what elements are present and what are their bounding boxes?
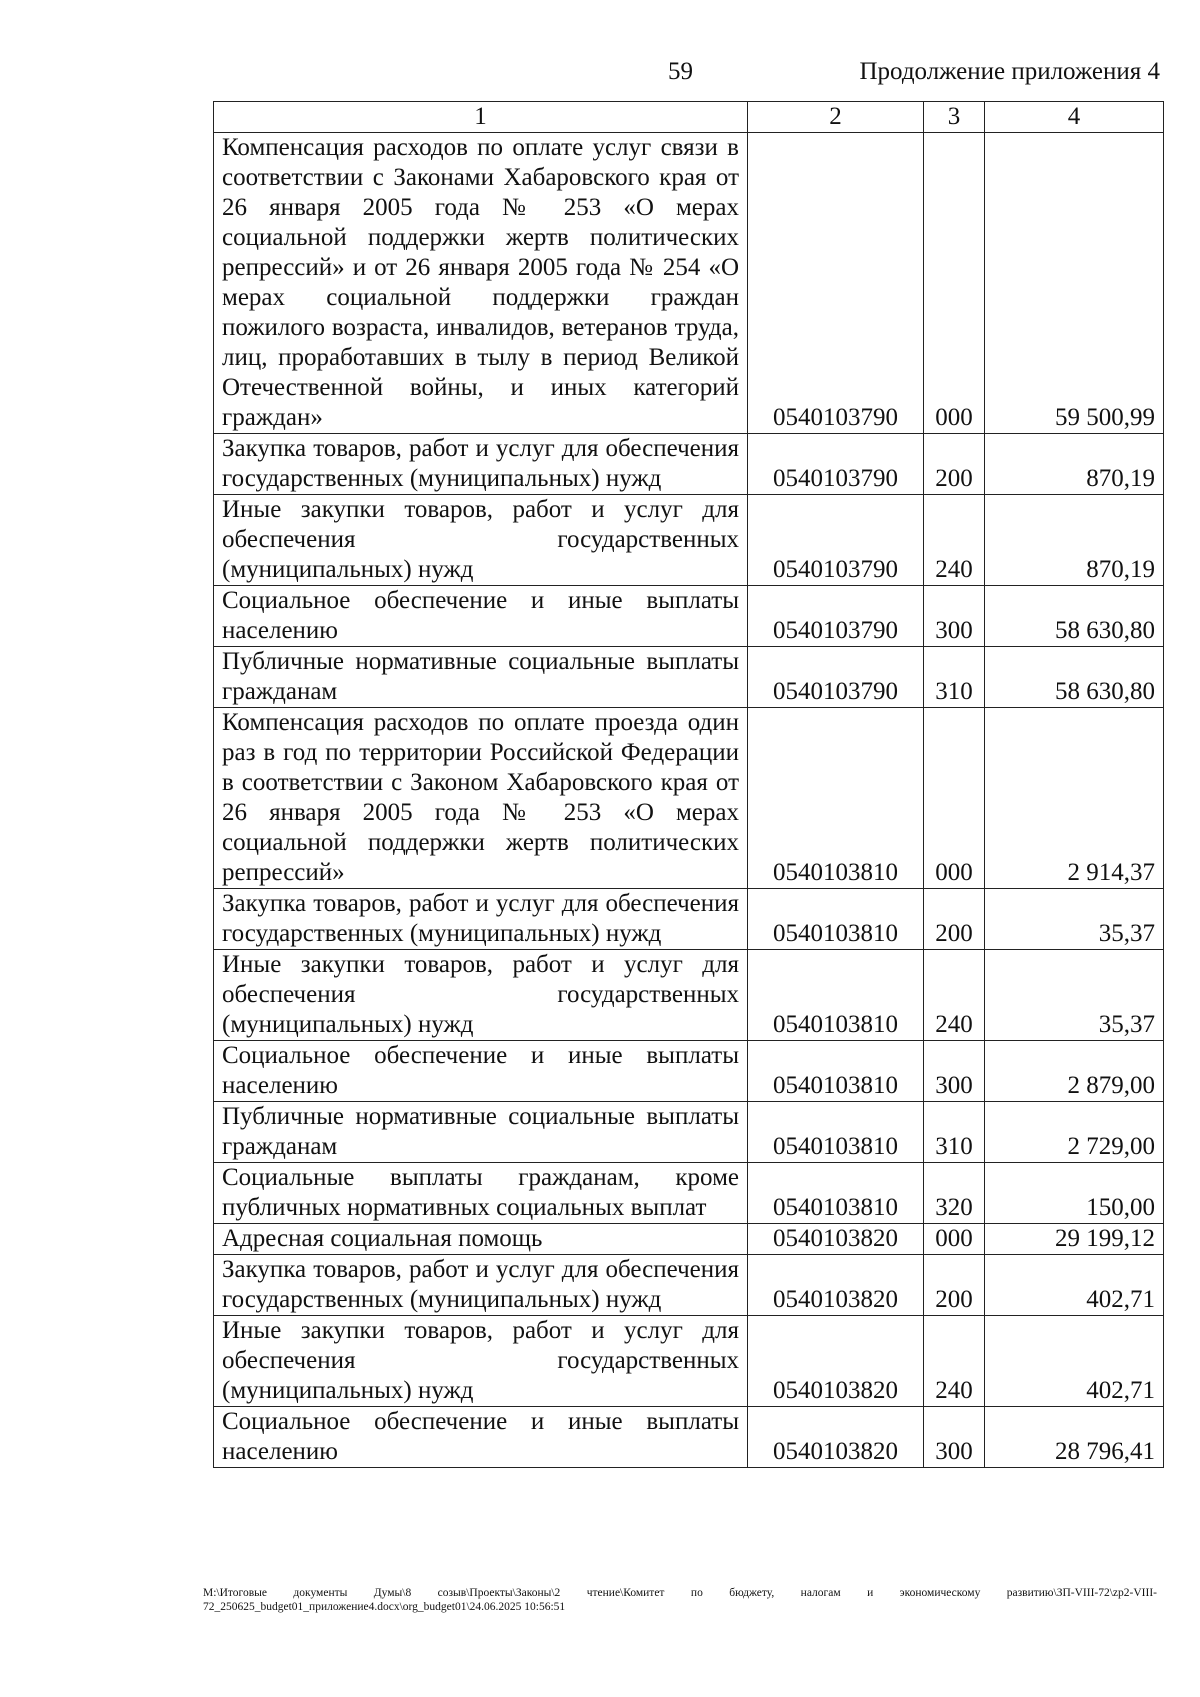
expense-type-cell: 200: [924, 434, 985, 495]
expense-name-cell: Компенсация расходов по оплате услуг связи в соответствии с Законами Хабаровского края от 26 января 2005 года № 253 «О мерах социальной поддержки жертв политических репрессий» и от 26 января 2005 года № 254 «О мерах социальной поддержки граждан пожилого возраста, инвалидов, ветеранов труда, лиц, проработавших в тылу в период Великой Отечественной войны, и иных категорий граждан»: [214, 133, 748, 434]
expense-type-cell: 310: [924, 1102, 985, 1163]
amount-cell: 29 199,12: [985, 1224, 1164, 1255]
expense-type-cell: 300: [924, 1407, 985, 1468]
table-row: [214, 950, 1164, 1041]
expense-type-cell: 300: [924, 586, 985, 647]
target-code-cell: 0540103790: [748, 647, 924, 708]
amount-cell: 870,19: [985, 434, 1164, 495]
expense-name-cell: Закупка товаров, работ и услуг для обеспечения государственных (муниципальных) нужд: [214, 434, 748, 495]
expense-type-cell: 200: [924, 1255, 985, 1316]
table-row: [214, 133, 1164, 434]
table-row: [214, 586, 1164, 647]
expense-name-cell: Компенсация расходов по оплате проезда один раз в год по территории Российской Федерации в соответствии с Законом Хабаровского края от 26 января 2005 года № 253 «О мерах социальной поддержки жертв политических репрессий»: [214, 708, 748, 889]
column-header-4: 4: [985, 102, 1164, 133]
expense-type-cell: 200: [924, 889, 985, 950]
amount-cell: 870,19: [985, 495, 1164, 586]
amount-cell: 2 914,37: [985, 708, 1164, 889]
target-code-cell: 0540103790: [748, 495, 924, 586]
expense-type-cell: 320: [924, 1163, 985, 1224]
target-code-cell: 0540103810: [748, 708, 924, 889]
expense-type-cell: 310: [924, 647, 985, 708]
target-code-cell: 0540103790: [748, 133, 924, 434]
amount-cell: 35,37: [985, 950, 1164, 1041]
amount-cell: 2 729,00: [985, 1102, 1164, 1163]
expense-name-cell: Закупка товаров, работ и услуг для обеспечения государственных (муниципальных) нужд: [214, 1255, 748, 1316]
expense-name-cell: Иные закупки товаров, работ и услуг для обеспечения государственных (муниципальных) нужд: [214, 495, 748, 586]
table-row: [214, 1102, 1164, 1163]
expense-name-cell: Иные закупки товаров, работ и услуг для обеспечения государственных (муниципальных) нужд: [214, 1316, 748, 1407]
expense-type-cell: 240: [924, 495, 985, 586]
amount-cell: 2 879,00: [985, 1041, 1164, 1102]
target-code-cell: 0540103820: [748, 1224, 924, 1255]
target-code-cell: 0540103820: [748, 1255, 924, 1316]
target-code-cell: 0540103810: [748, 950, 924, 1041]
amount-cell: 58 630,80: [985, 586, 1164, 647]
column-header-1: 1: [214, 102, 748, 133]
amount-cell: 150,00: [985, 1163, 1164, 1224]
table-row: [214, 1163, 1164, 1224]
expense-type-cell: 300: [924, 1041, 985, 1102]
expense-name-cell: Социальное обеспечение и иные выплаты населению: [214, 1407, 748, 1468]
amount-cell: 402,71: [985, 1255, 1164, 1316]
column-header-2: 2: [748, 102, 924, 133]
column-header-3: 3: [924, 102, 985, 133]
amount-cell: 402,71: [985, 1316, 1164, 1407]
table-row: [214, 889, 1164, 950]
expense-name-cell: Публичные нормативные социальные выплаты гражданам: [214, 1102, 748, 1163]
expense-type-cell: 240: [924, 1316, 985, 1407]
target-code-cell: 0540103810: [748, 1041, 924, 1102]
page-number: 59: [668, 58, 693, 85]
table-row: [214, 708, 1164, 889]
expense-type-cell: 240: [924, 950, 985, 1041]
appendix-continuation-label: Продолжение приложения 4: [859, 58, 1160, 85]
table-row: [214, 1041, 1164, 1102]
expense-type-cell: 000: [924, 708, 985, 889]
expense-name-cell: Социальное обеспечение и иные выплаты населению: [214, 586, 748, 647]
target-code-cell: 0540103820: [748, 1316, 924, 1407]
amount-cell: 35,37: [985, 889, 1164, 950]
expense-type-cell: 000: [924, 133, 985, 434]
target-code-cell: 0540103820: [748, 1407, 924, 1468]
expense-name-cell: Социальные выплаты гражданам, кроме публичных нормативных социальных выплат: [214, 1163, 748, 1224]
target-code-cell: 0540103790: [748, 586, 924, 647]
table-row: [214, 1316, 1164, 1407]
target-code-cell: 0540103810: [748, 1102, 924, 1163]
table-row: [214, 1255, 1164, 1316]
document-file-path: М:\Итоговые документы Думы\8 созыв\Проекты\Законы\2 чтение\Комитет по бюджету, налогам и экономическому развитию\ЗП-VIII-72\zp2-VIII-72_250625_budget01_приложение4.docx\org_budget01\24.06.2025 10:56:51: [203, 1587, 1157, 1613]
expense-name-cell: Социальное обеспечение и иные выплаты населению: [214, 1041, 748, 1102]
table-row: [214, 647, 1164, 708]
target-code-cell: 0540103810: [748, 889, 924, 950]
expense-name-cell: Иные закупки товаров, работ и услуг для обеспечения государственных (муниципальных) нужд: [214, 950, 748, 1041]
table-header-row: [214, 102, 1164, 133]
table-row: [214, 434, 1164, 495]
target-code-cell: 0540103810: [748, 1163, 924, 1224]
budget-table: [213, 101, 1164, 1468]
target-code-cell: 0540103790: [748, 434, 924, 495]
expense-type-cell: 000: [924, 1224, 985, 1255]
amount-cell: 28 796,41: [985, 1407, 1164, 1468]
amount-cell: 58 630,80: [985, 647, 1164, 708]
table-row: [214, 1407, 1164, 1468]
table-row: [214, 1224, 1164, 1255]
expense-name-cell: Публичные нормативные социальные выплаты гражданам: [214, 647, 748, 708]
expense-name-cell: Закупка товаров, работ и услуг для обеспечения государственных (муниципальных) нужд: [214, 889, 748, 950]
expense-name-cell: Адресная социальная помощь: [214, 1224, 748, 1255]
table-row: [214, 495, 1164, 586]
amount-cell: 59 500,99: [985, 133, 1164, 434]
